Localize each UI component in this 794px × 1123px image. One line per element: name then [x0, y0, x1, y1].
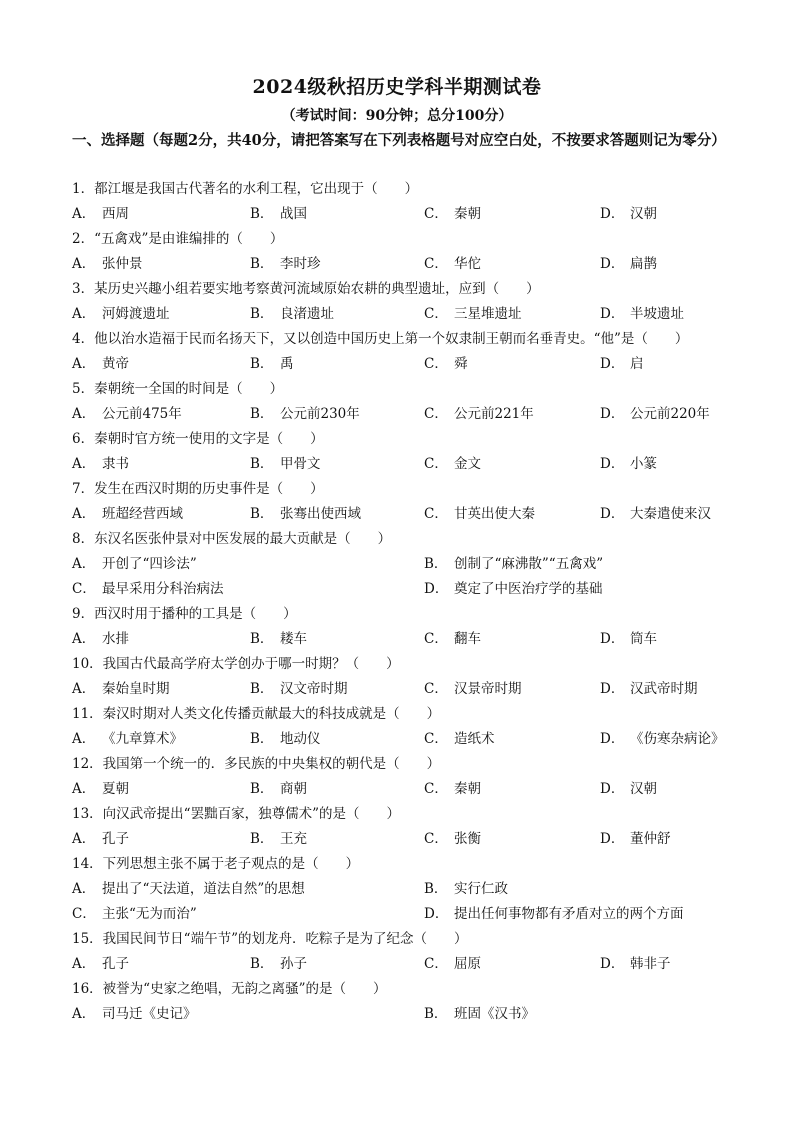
question-1: [72, 177, 732, 227]
option: [72, 777, 129, 802]
option-text: 孔子: [102, 831, 129, 847]
question-13: [72, 802, 732, 852]
question-stem: 11．秦汉时期对人类文化传播贡献最大的科技成就是（ ）: [72, 706, 441, 722]
option-letter: A．: [72, 406, 96, 422]
option-letter: D．: [600, 306, 625, 322]
options-row: [72, 577, 732, 602]
option-letter: B．: [250, 781, 274, 797]
option: [72, 502, 183, 527]
option-letter: B．: [250, 831, 274, 847]
option-letter: B．: [424, 881, 448, 897]
option: [424, 202, 481, 227]
option: [424, 877, 508, 902]
option-letter: D．: [600, 506, 625, 522]
option-letter: C．: [424, 956, 448, 972]
option-text: 创制了“麻沸散”“五禽戏”: [454, 556, 604, 572]
option-letter: C．: [72, 581, 96, 597]
option: [424, 627, 481, 652]
question-stem: 9．西汉时用于播种的工具是（ ）: [72, 606, 297, 622]
options-row: [72, 302, 732, 327]
question-5: [72, 377, 732, 427]
question-11: [72, 702, 732, 752]
options-row: [72, 402, 732, 427]
option: [72, 902, 197, 927]
option-text: 秦始皇时期: [102, 681, 170, 697]
option-text: 扁鹊: [630, 256, 657, 272]
option-letter: A．: [72, 881, 96, 897]
option-letter: D．: [600, 356, 625, 372]
question-7: [72, 477, 732, 527]
option: [72, 952, 129, 977]
option: [600, 727, 725, 752]
option-text: 公元前475年: [102, 406, 182, 422]
options-row: [72, 777, 732, 802]
option: [424, 302, 522, 327]
option-text: 汉景帝时期: [454, 681, 522, 697]
option: [600, 777, 657, 802]
options-row: [72, 1002, 732, 1027]
option: [72, 727, 183, 752]
option-text: 张骞出使西域: [280, 506, 361, 522]
option: [424, 777, 481, 802]
option-text: 班超经营西域: [102, 506, 183, 522]
option-text: 半坡遗址: [630, 306, 684, 322]
option-letter: C．: [424, 681, 448, 697]
option-text: 禹: [280, 356, 294, 372]
option-letter: C．: [424, 406, 448, 422]
option-text: 水排: [102, 631, 129, 647]
section-heading: 一、选择题（每题2分，共40分，请把答案写在下列表格题号对应空白处，不按要求答题则记为零分）: [72, 132, 726, 149]
options-row: [72, 677, 732, 702]
question-stem: 12．我国第一个统一的．多民族的中央集权的朝代是（ ）: [72, 756, 441, 772]
option-letter: C．: [72, 906, 96, 922]
option: [424, 827, 481, 852]
option: [72, 627, 129, 652]
option-text: 提出了“天法道，道法自然”的思想: [102, 881, 305, 897]
option-text: 公元前221年: [454, 406, 534, 422]
option: [600, 302, 684, 327]
option-letter: B．: [250, 631, 274, 647]
options-row: [72, 552, 732, 577]
option: [600, 402, 710, 427]
option: [72, 302, 170, 327]
option: [424, 952, 481, 977]
option-text: 王充: [280, 831, 307, 847]
question-stem: 7．发生在西汉时期的历史事件是（ ）: [72, 481, 324, 497]
option-letter: D．: [600, 831, 625, 847]
option-letter: D．: [600, 206, 625, 222]
question-6: [72, 427, 732, 477]
question-stem: 8．东汉名医张仲景对中医发展的最大贡献是（ ）: [72, 531, 392, 547]
option-text: 舜: [454, 356, 468, 372]
option-text: 造纸术: [454, 731, 495, 747]
option-letter: D．: [600, 456, 625, 472]
option-text: 西周: [102, 206, 129, 222]
options-row: [72, 827, 732, 852]
option-text: 河姆渡遗址: [102, 306, 170, 322]
option-letter: B．: [250, 456, 274, 472]
option-letter: D．: [600, 681, 625, 697]
option: [250, 952, 307, 977]
option-text: 小篆: [630, 456, 657, 472]
question-15: [72, 927, 732, 977]
option: [72, 352, 129, 377]
option: [600, 352, 644, 377]
option-letter: D．: [600, 631, 625, 647]
option: [600, 202, 657, 227]
option-text: 汉文帝时期: [280, 681, 348, 697]
option-letter: D．: [600, 256, 625, 272]
option: [424, 677, 522, 702]
option-text: 奠定了中医治疗学的基础: [454, 581, 603, 597]
option: [72, 1002, 197, 1027]
option-letter: B．: [250, 506, 274, 522]
option-letter: D．: [600, 406, 625, 422]
option-text: 开创了“四诊法”: [102, 556, 197, 572]
option-text: 董仲舒: [630, 831, 671, 847]
option-text: 屈原: [454, 956, 481, 972]
options-row: [72, 877, 732, 902]
question-stem: 3．某历史兴趣小组若要实地考察黄河流域原始农耕的典型遗址，应到（ ）: [72, 281, 540, 297]
option-letter: D．: [600, 956, 625, 972]
option: [600, 502, 711, 527]
option-letter: A．: [72, 781, 96, 797]
option: [424, 727, 495, 752]
option: [600, 627, 657, 652]
option-letter: A．: [72, 956, 96, 972]
option: [250, 777, 307, 802]
option-letter: A．: [72, 356, 96, 372]
options-row: [72, 902, 732, 927]
question-4: [72, 327, 732, 377]
option-text: 实行仁政: [454, 881, 508, 897]
option-letter: B．: [250, 306, 274, 322]
option-text: 黄帝: [102, 356, 129, 372]
option-letter: A．: [72, 631, 96, 647]
option-letter: B．: [250, 206, 274, 222]
question-stem: 2．“五禽戏”是由谁编排的（ ）: [72, 231, 284, 247]
option: [424, 1002, 535, 1027]
option: [600, 452, 657, 477]
option-text: 最早采用分科治病法: [102, 581, 224, 597]
option-letter: A．: [72, 506, 96, 522]
option: [250, 302, 334, 327]
question-list: [72, 177, 732, 1027]
question-9: [72, 602, 732, 652]
question-stem: 10．我国古代最高学府太学创办于哪一时期？（ ）: [72, 656, 400, 672]
question-stem: 14．下列思想主张不属于老子观点的是（ ）: [72, 856, 360, 872]
option-letter: D．: [424, 906, 449, 922]
option: [424, 902, 684, 927]
option-text: 《伤寒杂病论》: [630, 731, 725, 747]
option-letter: C．: [424, 356, 448, 372]
option: [250, 502, 361, 527]
option-text: 金文: [454, 456, 481, 472]
option-text: 夏朝: [102, 781, 129, 797]
option-text: 汉朝: [630, 781, 657, 797]
option-text: 耧车: [280, 631, 307, 647]
exam-subtitle: （考试时间：90分钟；总分100分）: [281, 108, 513, 124]
option: [72, 552, 197, 577]
option-text: 张衡: [454, 831, 481, 847]
exam-title: 2024级秋招历史学科半期测试卷: [252, 76, 542, 98]
option-letter: A．: [72, 681, 96, 697]
option-letter: C．: [424, 506, 448, 522]
option-text: 筒车: [630, 631, 657, 647]
option-text: 翻车: [454, 631, 481, 647]
options-row: [72, 952, 732, 977]
option: [250, 827, 307, 852]
option-text: 孔子: [102, 956, 129, 972]
option-text: 战国: [280, 206, 307, 222]
option: [424, 252, 481, 277]
option-text: 商朝: [280, 781, 307, 797]
option-text: 公元前230年: [280, 406, 360, 422]
option-text: 秦朝: [454, 206, 481, 222]
option-letter: C．: [424, 831, 448, 847]
option-text: 李时珍: [280, 256, 321, 272]
option: [424, 552, 603, 577]
option-letter: B．: [424, 1006, 448, 1022]
option: [72, 402, 182, 427]
option-text: 汉武帝时期: [630, 681, 698, 697]
option: [424, 402, 534, 427]
option-letter: C．: [424, 456, 448, 472]
options-row: [72, 202, 732, 227]
question-stem: 6．秦朝时官方统一使用的文字是（ ）: [72, 431, 324, 447]
option-text: 公元前220年: [630, 406, 710, 422]
option-letter: C．: [424, 731, 448, 747]
option-letter: B．: [250, 406, 274, 422]
option-text: 良渚遗址: [280, 306, 334, 322]
option-text: 司马迁《史记》: [102, 1006, 197, 1022]
option-text: 甘英出使大秦: [454, 506, 535, 522]
option: [250, 677, 348, 702]
option: [600, 252, 657, 277]
option-text: 华佗: [454, 256, 481, 272]
option-letter: C．: [424, 256, 448, 272]
option: [72, 252, 143, 277]
option-letter: B．: [250, 956, 274, 972]
question-stem: 16．被誉为“史家之绝唱，无韵之离骚”的是（ ）: [72, 981, 387, 997]
option: [424, 502, 535, 527]
question-10: [72, 652, 732, 702]
question-16: [72, 977, 732, 1027]
option-letter: B．: [250, 681, 274, 697]
options-row: [72, 352, 732, 377]
option-letter: A．: [72, 206, 96, 222]
options-row: [72, 627, 732, 652]
option-letter: B．: [250, 731, 274, 747]
option-text: 韩非子: [630, 956, 671, 972]
options-row: [72, 452, 732, 477]
options-row: [72, 502, 732, 527]
question-stem: 15．我国民间节日“端午节”的划龙舟．吃粽子是为了纪念（ ）: [72, 931, 468, 947]
option: [250, 352, 294, 377]
option-text: 孙子: [280, 956, 307, 972]
option-letter: A．: [72, 831, 96, 847]
option-text: 启: [630, 356, 644, 372]
option-letter: B．: [424, 556, 448, 572]
option: [250, 402, 360, 427]
option-letter: A．: [72, 256, 96, 272]
option: [424, 577, 603, 602]
question-12: [72, 752, 732, 802]
option-text: 班固《汉书》: [454, 1006, 535, 1022]
options-row: [72, 252, 732, 277]
option: [424, 452, 481, 477]
option-text: 张仲景: [102, 256, 143, 272]
option: [72, 577, 224, 602]
option-letter: A．: [72, 306, 96, 322]
option-letter: B．: [250, 256, 274, 272]
option-text: 主张“无为而治”: [102, 906, 197, 922]
question-8: [72, 527, 732, 602]
option: [72, 677, 170, 702]
option-letter: C．: [424, 781, 448, 797]
option: [250, 202, 307, 227]
option-letter: A．: [72, 556, 96, 572]
option-letter: D．: [424, 581, 449, 597]
option: [250, 252, 321, 277]
option-letter: C．: [424, 306, 448, 322]
option-letter: A．: [72, 731, 96, 747]
option-letter: C．: [424, 206, 448, 222]
option: [250, 627, 307, 652]
question-stem: 5．秦朝统一全国的时间是（ ）: [72, 381, 284, 397]
question-stem: 4．他以治水造福于民而名扬天下，又以创造中国历史上第一个奴隶制王朝而名垂青史。“他”是（ ）: [72, 331, 689, 347]
option-text: 汉朝: [630, 206, 657, 222]
option-text: 隶书: [102, 456, 129, 472]
option: [424, 352, 468, 377]
option-letter: D．: [600, 781, 625, 797]
question-stem: 13．向汉武帝提出“罢黜百家，独尊儒术”的是（ ）: [72, 806, 400, 822]
question-3: [72, 277, 732, 327]
option-text: 《九章算术》: [102, 731, 183, 747]
question-stem: 1．都江堰是我国古代著名的水利工程，它出现于（ ）: [72, 181, 419, 197]
option-text: 地动仪: [280, 731, 321, 747]
option-letter: A．: [72, 456, 96, 472]
option-text: 甲骨文: [280, 456, 321, 472]
option: [600, 827, 671, 852]
question-2: [72, 227, 732, 277]
option-text: 提出任何事物都有矛盾对立的两个方面: [454, 906, 684, 922]
option-letter: B．: [250, 356, 274, 372]
option: [72, 452, 129, 477]
question-14: [72, 852, 732, 927]
option: [72, 202, 129, 227]
option-letter: A．: [72, 1006, 96, 1022]
option-letter: D．: [600, 731, 625, 747]
option: [72, 827, 129, 852]
options-row: [72, 727, 732, 752]
option: [600, 952, 671, 977]
option-letter: C．: [424, 631, 448, 647]
option-text: 秦朝: [454, 781, 481, 797]
option: [250, 727, 321, 752]
option-text: 大秦遣使来汉: [630, 506, 711, 522]
option: [600, 677, 698, 702]
option: [250, 452, 321, 477]
option-text: 三星堆遗址: [454, 306, 522, 322]
option: [72, 877, 305, 902]
